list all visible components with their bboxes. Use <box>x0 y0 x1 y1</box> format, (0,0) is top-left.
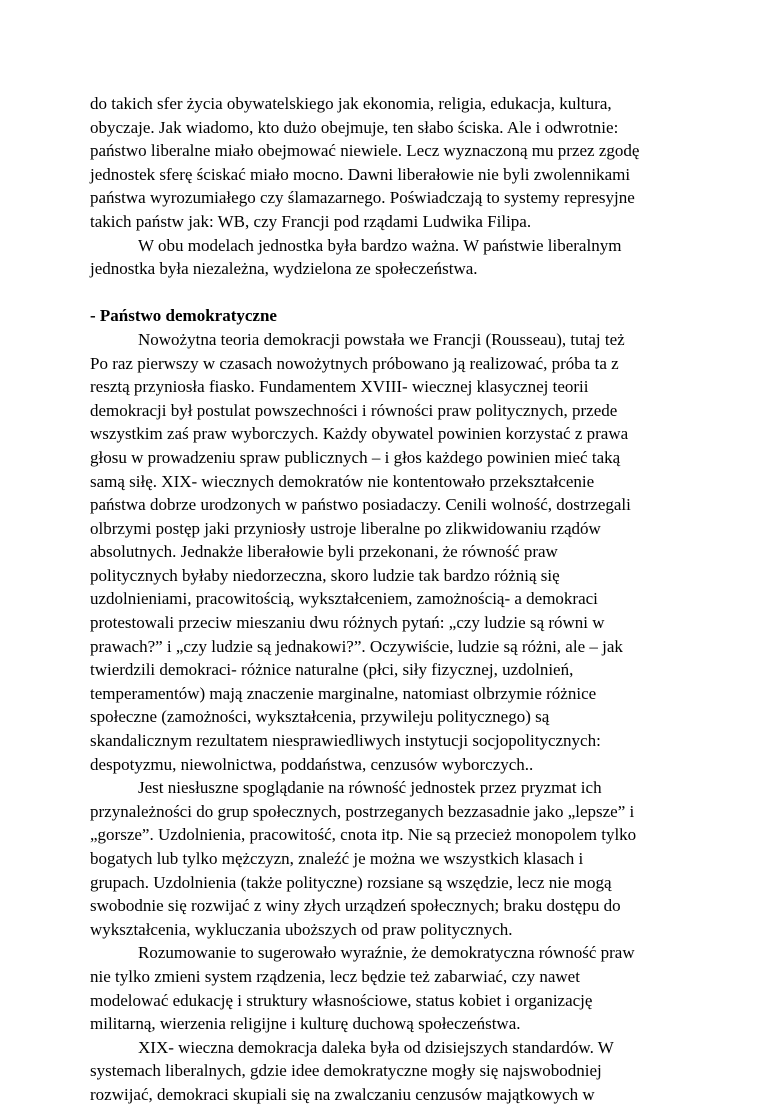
section-heading: - Państwo demokratyczne <box>90 306 277 326</box>
text-line: swobodnie się rozwijać z winy złych urządzeń społecznych; braku dostępu do <box>90 896 621 916</box>
text-line: olbrzymi postęp jaki przyniosły ustroje liberalne po zlikwidowaniu rządów <box>90 518 601 538</box>
text-line: Rozumowanie to sugerowało wyraźnie, że demokratyczna równość praw <box>138 943 635 963</box>
text-line: wykształcenia, wykluczania uboższych od praw politycznych. <box>90 919 513 939</box>
text-line: despotyzmu, niewolnictwa, poddaństwa, cenzusów wyborczych.. <box>90 754 534 774</box>
text-line: W obu modelach jednostka była bardzo ważna. W państwie liberalnym <box>138 235 622 255</box>
text-line: resztą przyniosła fiasko. Fundamentem XVIII- wiecznej klasycznej teorii <box>90 377 589 397</box>
text-line: rozwijać, demokraci skupiali się na zwalczaniu cenzusów majątkowych w <box>90 1084 595 1104</box>
text-line: jednostek sferę ściskać miało mocno. Dawni liberałowie nie byli zwolennikami <box>90 164 631 184</box>
text-line: głosu w prowadzeniu spraw publicznych – i głos każdego powinien mieć taką <box>90 447 621 467</box>
text-line: takich państw jak: WB, czy Francji pod rządami Ludwika Filipa. <box>90 211 532 231</box>
text-line: państwo liberalne miało obejmować niewiele. Lecz wyznaczoną mu przez zgodę <box>90 141 640 161</box>
text-line: XIX- wieczna demokracja daleka była od dzisiejszych standardów. W <box>138 1037 614 1057</box>
text-line: nie tylko zmieni system rządzenia, lecz będzie też zabarwiać, czy nawet <box>90 966 580 986</box>
text-line: demokracji był postulat powszechności i równości praw politycznych, przede <box>90 400 618 420</box>
text-line: Po raz pierwszy w czasach nowożytnych próbowano ją realizować, próba ta z <box>90 353 619 373</box>
text-line: przynależności do grup społecznych, postrzeganych bezzasadnie jako „lepsze” i <box>90 801 635 821</box>
text-line: grupach. Uzdolnienia (także polityczne) rozsiane są wszędzie, lecz nie mogą <box>90 872 612 892</box>
text-line: samą siłę. XIX- wiecznych demokratów nie kontentowało przekształcenie <box>90 471 595 491</box>
section-body <box>90 328 670 1107</box>
text-line: temperamentów) mają znaczenie marginalne, natomiast olbrzymie różnice <box>90 683 597 703</box>
text-line: twierdzili demokraci- różnice naturalne (płci, siły fizycznej, uzdolnień, <box>90 660 574 680</box>
text-line: Nowożytna teoria demokracji powstała we Francji (Rousseau), tutaj też <box>138 329 625 349</box>
text-line: społeczne (zamożności, wykształcenia, przywileju politycznego) są <box>90 707 550 727</box>
text-line: obyczaje. Jak wiadomo, kto dużo obejmuje, ten słabo ściska. Ale i odwrotnie: <box>90 117 619 137</box>
text-line: politycznych byłaby niedorzeczna, skoro ludzie tak bardzo różnią się <box>90 565 560 585</box>
text-line: wszystkim zaś praw wyborczych. Każdy obywatel powinien korzystać z prawa <box>90 424 629 444</box>
text-line: systemach liberalnych, gdzie idee demokratyczne mogły się najswobodniej <box>90 1061 602 1081</box>
text-line: bogatych lub tylko mężczyzn, znaleźć je można we wszystkich klasach i <box>90 849 584 868</box>
text-line: Jest niesłuszne spoglądanie na równość jednostek przez pryzmat ich <box>138 778 602 798</box>
text-line: państwa wyrozumiałego czy ślamazarnego. Poświadczają to systemy represyjne <box>90 188 635 208</box>
text-line: protestowali przeciw mieszaniu dwu różnych pytań: „czy ludzie są równi w <box>90 613 605 633</box>
text-line: absolutnych. Jednakże liberałowie byli przekonani, że równość praw <box>90 542 558 562</box>
document-page <box>90 92 670 1107</box>
text-line: jednostka była niezależna, wydzielona ze społeczeństwa. <box>90 259 478 279</box>
intro-paragraphs <box>90 92 670 281</box>
section-gap <box>90 281 670 305</box>
text-line: „gorsze”. Uzdolnienia, pracowitość, cnota itp. Nie są przecież monopolem tylko <box>90 825 637 845</box>
text-line: prawach?” i „czy ludzie są jednakowi?”. Oczywiście, ludzie są różni, ale – jak <box>90 636 623 656</box>
text-line: uzdolnieniami, pracowitością, wykształceniem, zamożnością- a demokraci <box>90 589 598 609</box>
text-line: państwa dobrze urodzonych w państwo posiadaczy. Cenili wolność, dostrzegali <box>90 495 631 515</box>
text-line: modelować edukację i struktury własnościowe, status kobiet i organizację <box>90 990 593 1010</box>
text-line: militarną, wierzenia religijne i kulturę duchową społeczeństwa. <box>90 1014 521 1034</box>
text-line: do takich sfer życia obywatelskiego jak ekonomia, religia, edukacja, kultura, <box>90 94 612 113</box>
text-line: skandalicznym rezultatem niesprawiedliwych instytucji socjopolitycznych: <box>90 731 601 751</box>
